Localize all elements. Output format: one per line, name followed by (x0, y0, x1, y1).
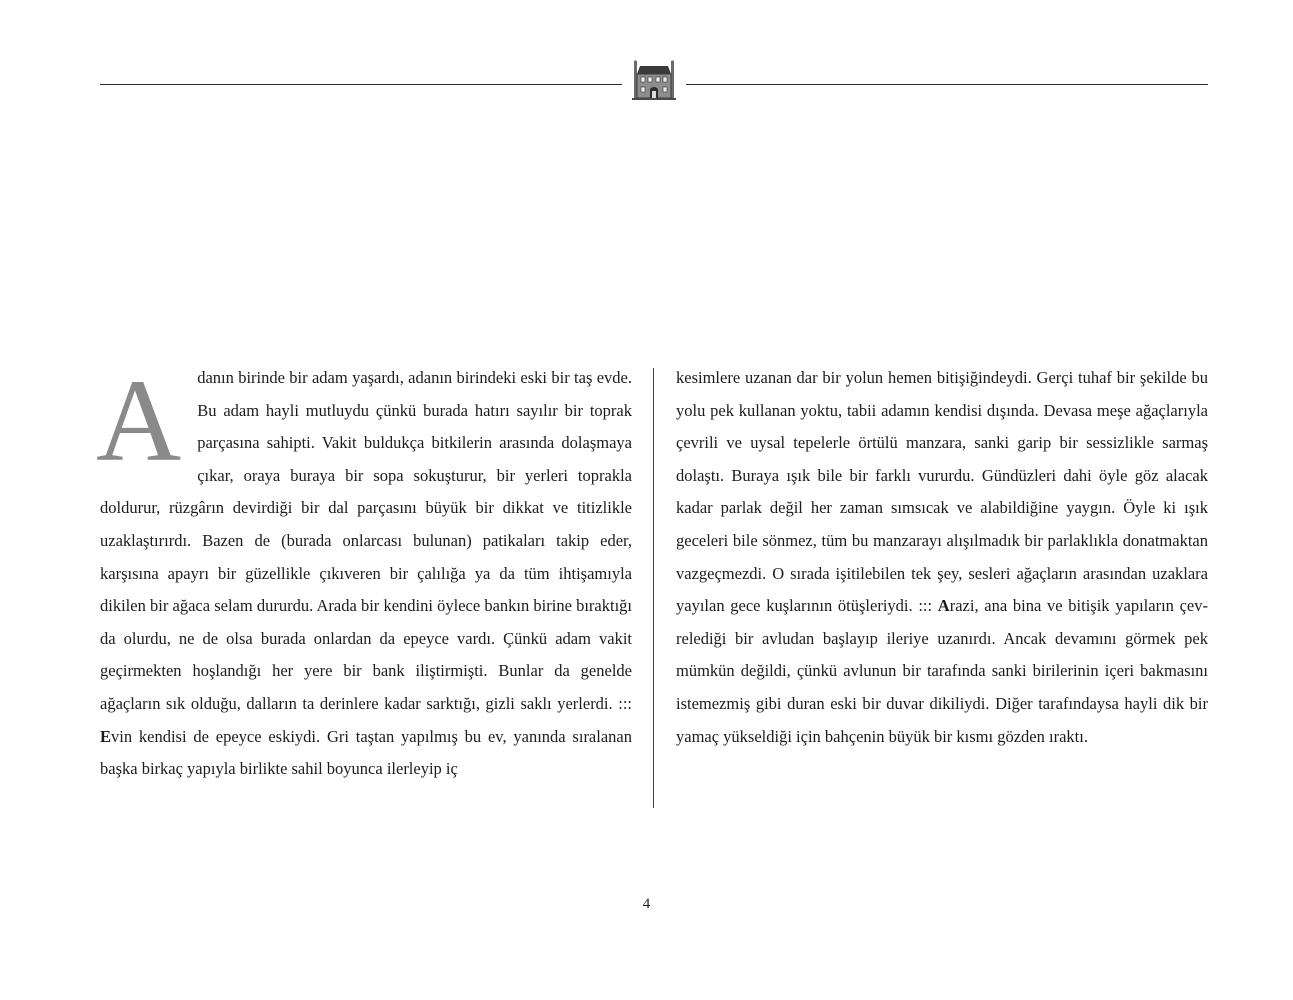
right-paragraph-2-text: razi, ana bina ve bitişik yapıların çevrelediği bir avludan başlayıp ileriye uzanırdı. Ancak devamını görmek pek mümkün değildi, çünkü avlunun bir tarafında sanki birilerinin içeri bakmasını istemezmiş gibi duran eski bir duvar dikiliydi. Diğer tarafındaysa hayli dik bir yamaç yükseldiği için bahçenin büyük bir kısmı gözden ıraktı. (676, 596, 1209, 746)
left-paragraph-2-text: vin kendisi de epeyce eskiydi. Gri taştan yapılmış bu ev, yanında sıralanan başka birkaç yapıyla birlikte sahil boyunca ilerleyip iç (100, 726, 632, 779)
page-number: 4 (642, 896, 651, 912)
left-paragraph-2-lead: E (100, 726, 112, 746)
column-divider (653, 368, 654, 808)
header-rule-right (686, 84, 1208, 85)
drop-cap: A (96, 355, 182, 486)
right-paragraph-1-text: kesimlere uzanan dar bir yolun hemen bitişiğindeydi. Gerçi tuhaf bir şekilde bu yolu pek kullanan yoktu, tabii adamın kendisi dışında. Devasa meşe ağaçlarıyla çevrili ve uysal tepelerle örtülü manzara, sanki garip bir sessizlikle sarmaş dolaştı. Buraya ışık bile bir farklı vururdu. Gündüzleri dahi öyle göz alacak kadar parlak değil her zaman sımsıcak ve alabildiğine yaygın. Öyle ki ışık geceleri bile sönmez, tüm bu manzarayı alışılmadık bir parlaklıkla donatmaktan vazgeçmezdi. O sırada işitilebilen tek şey, sesleri ağaçların arasından uzaklara yayılan gece kuşlarının ötüşleriydi. ::: (676, 368, 1208, 616)
house-icon (630, 60, 678, 102)
right-paragraph-2-lead: A (937, 596, 950, 616)
left-paragraph-1 (96, 355, 632, 786)
right-paragraph-1 (676, 362, 1208, 753)
left-paragraph-1-text: danın birinde bir adam yaşardı, adanın birindeki eski bir taş evde. Bu adam hayli mutluydu çünkü burada hatırı sayılır bir toprak parçasına sahipti. Vakit buldukça bitkilerin arasında dolaşmaya çıkar, oraya buraya bir sopa sokuşturur, bir yerleri toprakla doldurur, rüzgârın devirdiği bir dal parçasını büyük bir dikkat ve titizlikle uzaklaştırırdı. Bazen de (burada onlarcası bulunan) patikaları takip eder, karşısına apayrı bir güzellikle çıkıveren bir çalılığa ya da tüm ihtişamıyla dikilen bir ağaca selam dururdu. Arada bir kendini öylece bankın birine bıraktığı da olurdu, ne de olsa burada onlardan da epeyce vardı. Çünkü adam vakit geçirmekten hoşlandığı her yere bir bank iliştirmişti. Bunlar da genelde ağaçların sık olduğu, dalların ta derinlere kadar sarktığı, gizli saklı yerlerdi. ::: (100, 368, 632, 713)
header-rule-left (100, 84, 622, 85)
left-column (96, 355, 632, 786)
right-column (676, 362, 1208, 753)
